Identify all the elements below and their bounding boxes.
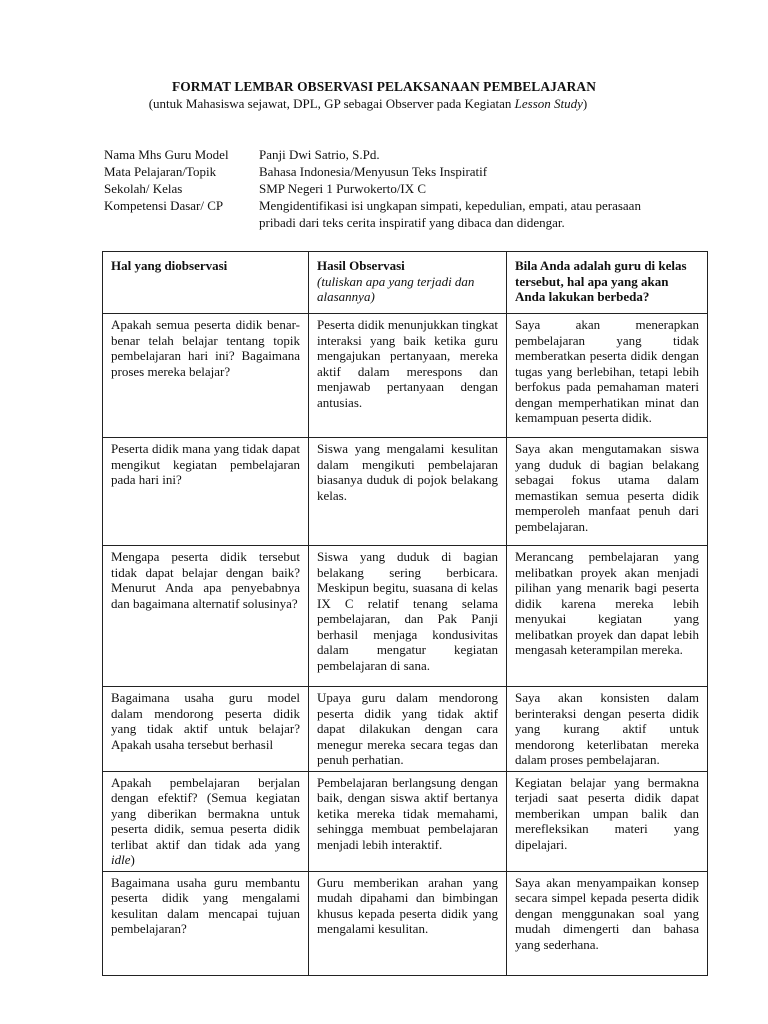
header-different-action: Bila Anda adalah guru di kelas tersebut, hal apa yang akan Anda lakukan berbeda?	[507, 252, 708, 314]
observed-item-cell: Apakah semua peserta didik benar-benar telah belajar tentang topik pembelajaran hari ini? Bagaimana proses mereka belajar?	[103, 314, 309, 438]
different-action-cell: Saya akan konsisten dalam berinteraksi dengan peserta didik yang kurang aktif untuk mendorong keterlibatan mereka dalam proses pembelajaran.	[507, 687, 708, 772]
different-action-cell: Kegiatan belajar yang bermakna terjadi saat peserta didik dapat memberikan umpan balik dan merefleksikan materi yang dipelajari.	[507, 771, 708, 871]
table-row	[103, 687, 708, 772]
different-action-cell: Saya akan menyampaikan konsep secara simpel kepada peserta didik dengan menggunakan soal yang mudah dimengerti dan bahasa yang sederhana.	[507, 871, 708, 975]
meta-label: Mata Pelajaran/Topik	[104, 164, 217, 179]
meta-label: Kompetensi Dasar/ CP	[104, 198, 224, 213]
observed-item-text: Apakah pembelajaran berjalan dengan efektif? (Semua kegiatan yang diberikan bermakna untuk peserta didik, semua peserta didik terlibat aktif dan tidak ada yang	[111, 774, 300, 852]
observation-table	[102, 251, 708, 976]
header-result-label: Hasil Observasi	[317, 258, 405, 273]
meta-label: Nama Mhs Guru Model	[104, 147, 229, 162]
meta-value: Mengidentifikasi isi ungkapan simpati, kepedulian, empati, atau perasaan pribadi dari teks cerita inspiratif yang dibaca dan didengar.	[259, 198, 641, 230]
meta-value: Bahasa Indonesia/Menyusun Teks Inspiratif	[259, 164, 488, 179]
meta-value: Panji Dwi Satrio, S.Pd.	[259, 147, 380, 162]
table-row	[103, 314, 708, 438]
observed-item-italic: idle	[111, 852, 131, 867]
observation-result-cell: Peserta didik menunjukkan tingkat interaksi yang baik ketika guru mengajukan pertanyaan, mereka aktif dalam merespons dan menjawab pertanyaan dengan antusias.	[309, 314, 507, 438]
observation-result-cell: Guru memberikan arahan yang mudah dipahami dan bimbingan khusus kepada peserta didik yang mengalami kesulitan.	[309, 871, 507, 975]
meta-row-school	[104, 180, 664, 197]
observed-item-closing: )	[130, 852, 135, 867]
header-observed-item: Hal yang diobservasi	[103, 252, 309, 314]
observed-item-cell: Mengapa peserta didik tersebut tidak dapat belajar dengan baik? Menurut Anda apa penyebabnya dan bagaimana alternatif solusinya?	[103, 546, 309, 687]
different-action-cell: Saya akan menerapkan pembelajaran yang tidak memberatkan peserta didik dengan tugas yang berlebihan, tetapi lebih berfokus pada pemahaman materi dengan memperhatikan minat dan kemampuan peserta didik.	[507, 314, 708, 438]
observed-item-cell	[103, 771, 309, 871]
header-observation-result	[309, 252, 507, 314]
header-result-note: (tuliskan apa yang terjadi dan alasannya)	[317, 273, 475, 304]
subtitle-closing: )	[582, 96, 588, 111]
different-action-cell: Merancang pembelajaran yang melibatkan proyek akan menjadi pilihan yang menarik bagi peserta didik karena mereka lebih menyukai kegiatan yang melibatkan proyek dan dapat lebih mengasah keterampilan mereka.	[507, 546, 708, 687]
table-row	[103, 546, 708, 687]
identity-block	[104, 146, 664, 231]
meta-row-teacher	[104, 146, 664, 163]
observation-result-cell: Upaya guru dalam mendorong peserta didik yang tidak aktif dapat dilakukan dengan cara menegur mereka secara tegas dan penuh perhatian.	[309, 687, 507, 772]
observation-result-cell: Pembelajaran berlangsung dengan baik, dengan siswa aktif bertanya ketika mereka tidak memahami, sehingga membuat pembelajaran menjadi lebih interaktif.	[309, 771, 507, 871]
meta-row-subject	[104, 163, 664, 180]
table-header-row	[103, 252, 708, 314]
observed-item-cell: Bagaimana usaha guru model dalam mendorong peserta didik yang tidak aktif untuk belajar? Apakah usaha tersebut berhasil	[103, 687, 309, 772]
meta-row-competency	[104, 197, 664, 231]
table-row	[103, 438, 708, 546]
observation-result-cell: Siswa yang duduk di bagian belakang sering berbicara. Meskipun begitu, suasana di kelas IX C relatif tenang selama pembelajaran, dan Pak Panji berhasil menjaga kondusivitas dalam mengatur kegiatan pembelajaran di sana.	[309, 546, 507, 687]
observed-item-cell: Bagaimana usaha guru membantu peserta didik yang mengalami kesulitan dalam mencapai tujuan pembelajaran?	[103, 871, 309, 975]
meta-label: Sekolah/ Kelas	[104, 181, 183, 196]
document-title: FORMAT LEMBAR OBSERVASI PELAKSANAAN PEMBELAJARAN	[172, 79, 596, 94]
subtitle-italic-text: Lesson Study	[514, 96, 583, 111]
observed-item-cell: Peserta didik mana yang tidak dapat mengikut kegiatan pembelajaran pada hari ini?	[103, 438, 309, 546]
observation-result-cell: Siswa yang mengalami kesulitan dalam mengikuti pembelajaran biasanya duduk di pojok belakang kelas.	[309, 438, 507, 546]
table-row	[103, 771, 708, 871]
document-subtitle	[0, 96, 736, 112]
subtitle-text: (untuk Mahasiswa sejawat, DPL, GP sebagai Observer pada Kegiatan	[148, 96, 515, 111]
meta-value: SMP Negeri 1 Purwokerto/IX C	[259, 181, 427, 196]
different-action-cell: Saya akan mengutamakan siswa yang duduk di bagian belakang sebagai fokus utama dalam memastikan semua peserta didik memperoleh manfaat penuh dari pembelajaran.	[507, 438, 708, 546]
table-row	[103, 871, 708, 975]
